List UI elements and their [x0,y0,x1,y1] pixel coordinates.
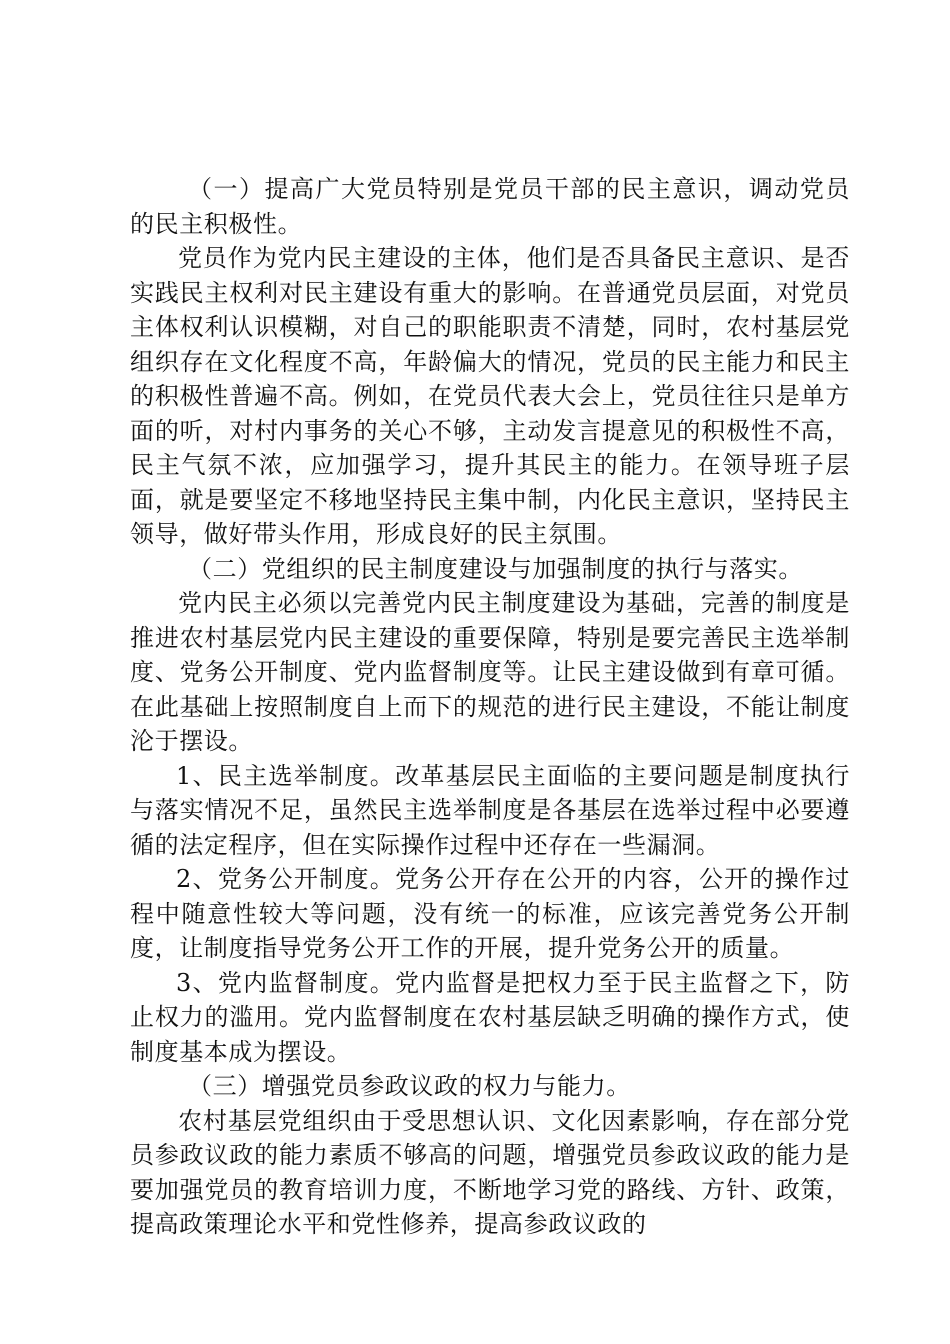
list-item-1: 1、民主选举制度。改革基层民主面临的主要问题是制度执行与落实情况不足，虽然民主选举制度是各基层在选举过程中必要遵循的法定程序，但在实际操作过程中还存在一些漏洞。 [130,761,850,859]
section-heading-2: （二）党组织的民主制度建设与加强制度的执行与落实。 [188,554,803,583]
body-paragraph-1: 党员作为党内民主建设的主体，他们是否具备民主意识、是否实践民主权利对民主建设有重大的影响。在普通党员层面，对党员主体权利认识模糊，对自己的职能职责不清楚，同时，农村基层党组织存在文化程度不高，年龄偏大的情况，党员的民主能力和民主的积极性普遍不高。例如，在党员代表大会上，党员往往只是单方面的听，对村内事务的关心不够，主动发言提意见的积极性不高，民主气氛不浓，应加强学习，提升其民主的能力。在领导班子层面，就是要坚定不移地坚持民主集中制，内化民主意识，坚持民主领导，做好带头作用，形成良好的民主氛围。 [130,244,850,548]
list-item-3: 3、党内监督制度。党内监督是把权力至于民主监督之下，防止权力的滥用。党内监督制度在农村基层缺乏明确的操作方式，使制度基本成为摆设。 [130,968,850,1066]
body-paragraph-3: 农村基层党组织由于受思想认识、文化因素影响，存在部分党员参政议政的能力素质不够高的问题，增强党员参政议政的能力是要加强党员的教育培训力度，不断地学习党的路线、方针、政策，提高政策理论水平和党性修养，提高参政议政的 [130,1106,850,1238]
section-heading-3: （三）增强党员参政议政的权力与能力。 [188,1072,631,1100]
body-paragraph-2: 党内民主必须以完善党内民主制度建设为基础，完善的制度是推进农村基层党内民主建设的重要保障，特别是要完善民主选举制度、党务公开制度、党内监督制度等。让民主建设做到有章可循。在此基础上按照制度自上而下的规范的进行民主建设，不能让制度沦于摆设。 [130,589,850,755]
section-heading-1: （一）提高广大党员特别是党员干部的民主意识，调动党员的民主积极性。 [130,175,850,238]
list-item-2: 2、党务公开制度。党务公开存在公开的内容，公开的操作过程中随意性较大等问题，没有统一的标准，应该完善党务公开制度，让制度指导党务公开工作的开展，提升党务公开的质量。 [130,865,850,962]
document-body [130,172,850,1242]
